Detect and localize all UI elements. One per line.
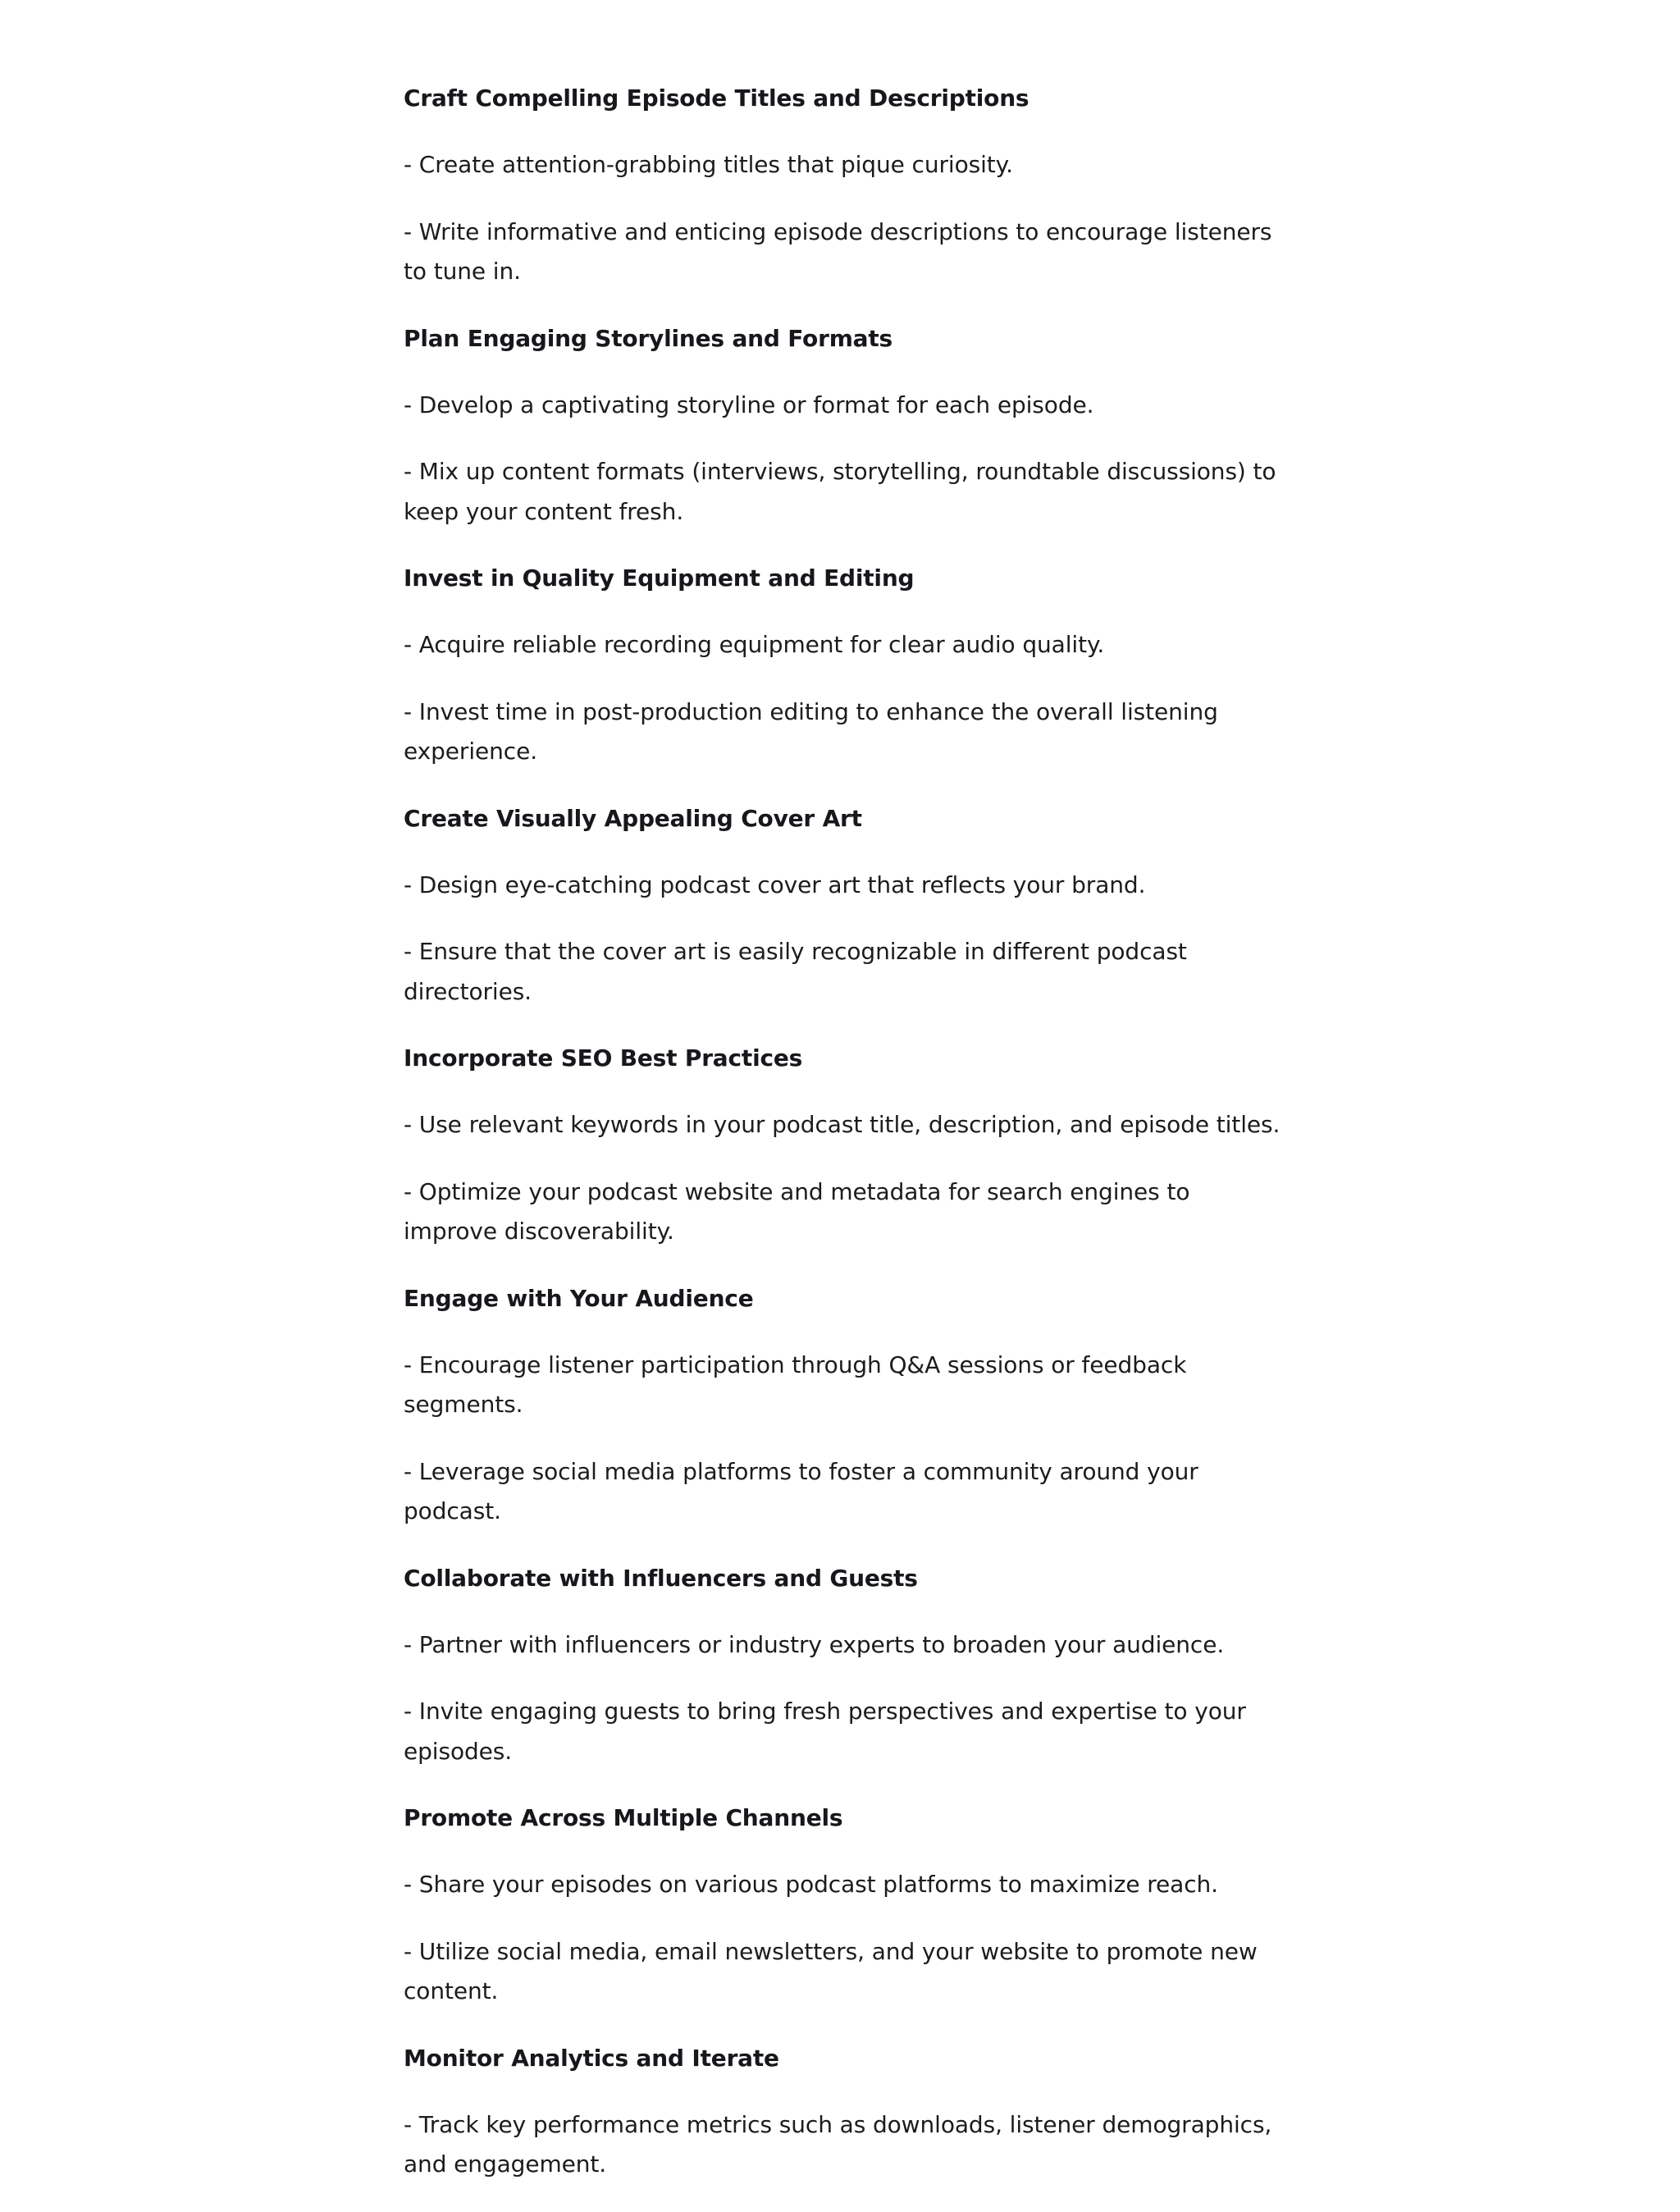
- bullet-item: - Share your episodes on various podcast platforms to maximize reach.: [404, 1871, 1218, 1898]
- section-equipment: [404, 559, 1290, 772]
- bullet-item: - Invest time in post-production editing to enhance the overall listening experience.: [404, 697, 1218, 765]
- bullet-item: - Track key performance metrics such as downloads, listener demographics, and engagement.: [404, 2110, 1272, 2178]
- bullet-item: - Utilize social media, email newsletters, and your website to promote new content.: [404, 1937, 1258, 2004]
- section-heading: Craft Compelling Episode Titles and Descriptions: [404, 85, 1029, 112]
- bullet-item: - Acquire reliable recording equipment for clear audio quality.: [404, 631, 1105, 658]
- bullet-item: - Partner with influencers or industry experts to broaden your audience.: [404, 1630, 1225, 1658]
- section-seo: [404, 1039, 1290, 1252]
- section-heading: Collaborate with Influencers and Guests: [404, 1564, 918, 1592]
- section-analytics: [404, 2039, 1290, 2185]
- section-heading: Promote Across Multiple Channels: [404, 1804, 843, 1831]
- bullet-item: - Leverage social media platforms to foster a community around your podcast.: [404, 1457, 1198, 1524]
- section-cover-art: [404, 799, 1290, 1012]
- section-episode-titles: [404, 79, 1290, 292]
- section-heading: Engage with Your Audience: [404, 1284, 754, 1312]
- bullet-item: - Create attention-grabbing titles that pique curiosity.: [404, 151, 1013, 178]
- document-body: [404, 79, 1290, 2212]
- section-heading: Plan Engaging Storylines and Formats: [404, 324, 893, 352]
- bullet-item: - Ensure that the cover art is easily recognizable in different podcast directories.: [404, 938, 1187, 1005]
- section-promote: [404, 1798, 1290, 2012]
- bullet-item: - Develop a captivating storyline or format for each episode.: [404, 391, 1094, 418]
- bullet-item: - Design eye-catching podcast cover art that reflects your brand.: [404, 871, 1146, 898]
- section-heading: Create Visually Appealing Cover Art: [404, 804, 862, 832]
- section-storylines: [404, 319, 1290, 532]
- section-influencers: [404, 1559, 1290, 1772]
- bullet-item: - Write informative and enticing episode descriptions to encourage listeners to tune in.: [404, 217, 1272, 285]
- section-heading: Monitor Analytics and Iterate: [404, 2044, 779, 2072]
- bullet-item: - Mix up content formats (interviews, storytelling, roundtable discussions) to keep your content fresh.: [404, 458, 1276, 525]
- bullet-item: - Encourage listener participation through Q&A sessions or feedback segments.: [404, 1351, 1187, 1418]
- section-audience: [404, 1279, 1290, 1532]
- bullet-item: - Use relevant keywords in your podcast title, description, and episode titles.: [404, 1111, 1281, 1138]
- section-heading: Incorporate SEO Best Practices: [404, 1044, 803, 1072]
- section-heading: Invest in Quality Equipment and Editing: [404, 564, 915, 592]
- bullet-item: - Optimize your podcast website and metadata for search engines to improve discoverability.: [404, 1177, 1190, 1245]
- bullet-item: - Invite engaging guests to bring fresh perspectives and expertise to your episodes.: [404, 1698, 1246, 1765]
